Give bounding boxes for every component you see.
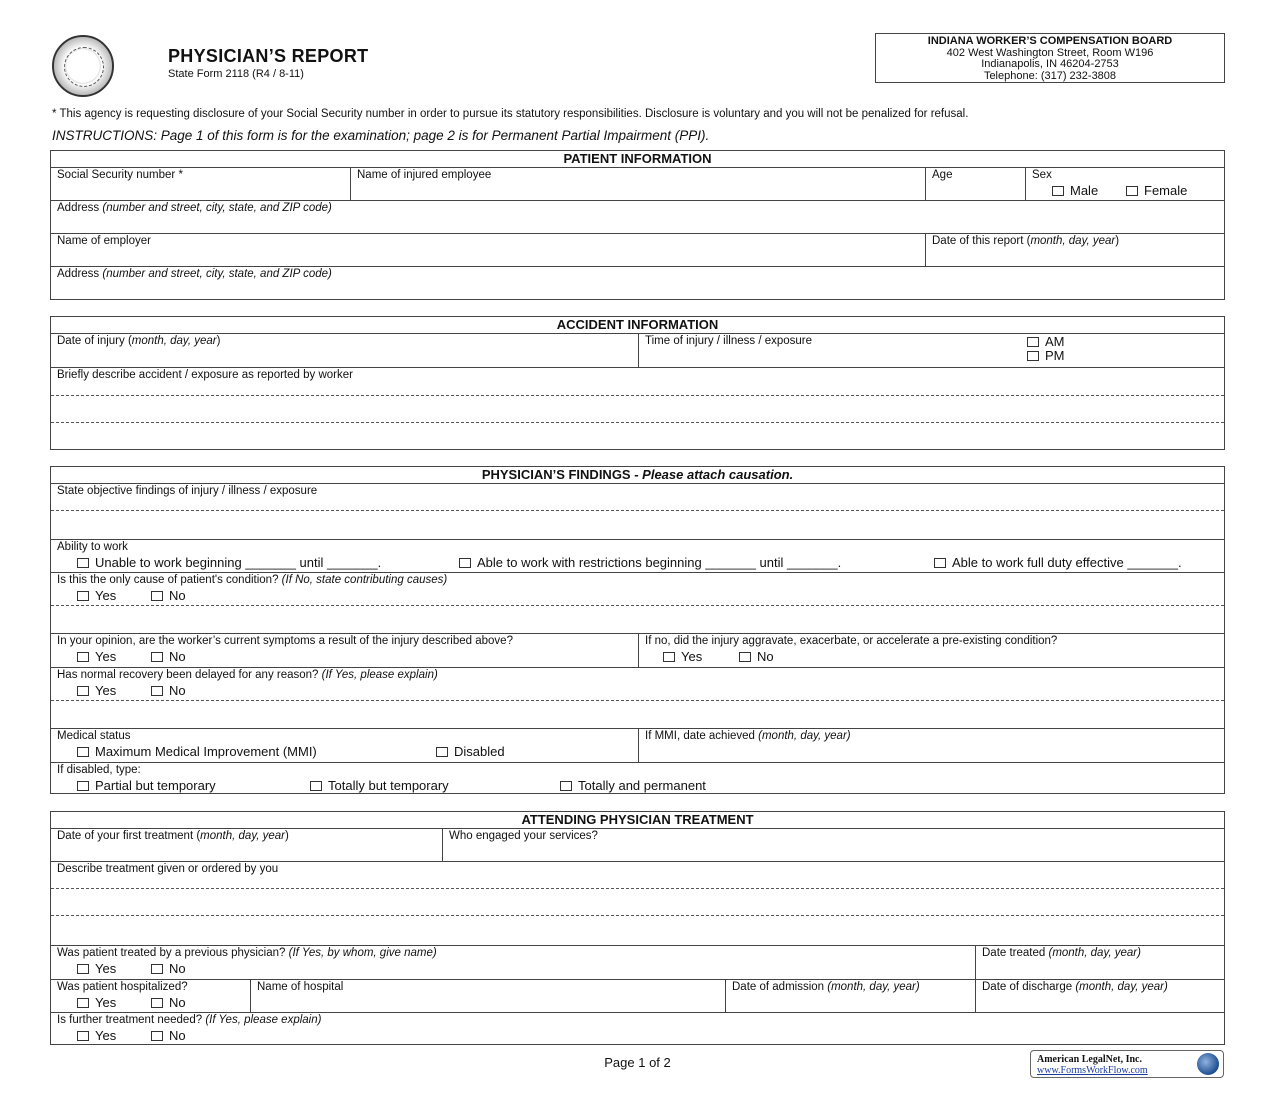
checkbox-icon[interactable] <box>1126 186 1138 196</box>
pm-option[interactable]: PM <box>1027 348 1065 363</box>
patient-address-field[interactable]: Address (number and street, city, state, and ZIP code) <box>57 202 332 214</box>
employer-address-field[interactable]: Address (number and street, city, state, and ZIP code) <box>57 268 332 280</box>
female-option[interactable]: Female <box>1126 183 1187 198</box>
no-option[interactable]: No <box>151 683 186 698</box>
yes-option[interactable]: Yes <box>77 588 116 603</box>
hospitalized-row <box>51 979 1224 1013</box>
american-legalnet-logo[interactable] <box>1030 1050 1224 1078</box>
aggravate-label: If no, did the injury aggravate, exacerbate, or accelerate a pre-existing condition? <box>645 635 1058 647</box>
am-option[interactable]: AM <box>1027 334 1065 349</box>
partial-temporary-option[interactable]: Partial but temporary <box>77 778 216 793</box>
previous-physician-row <box>51 945 1224 980</box>
checkbox-icon[interactable] <box>934 558 946 568</box>
checkbox-icon[interactable] <box>77 747 89 757</box>
agency-box <box>875 33 1225 83</box>
logo-url[interactable]: www.FormsWorkFlow.com <box>1037 1065 1148 1076</box>
mmi-option[interactable]: Maximum Medical Improvement (MMI) <box>77 744 317 759</box>
yes-option[interactable]: Yes <box>77 961 116 976</box>
globe-icon <box>1197 1053 1219 1075</box>
patient-information-section <box>50 150 1225 300</box>
page-number: Page 1 of 2 <box>604 1055 671 1070</box>
only-cause-row <box>51 572 1224 634</box>
checkbox-icon[interactable] <box>310 781 322 791</box>
patient-row-2 <box>51 200 1224 234</box>
accident-description[interactable] <box>51 367 1224 451</box>
patient-row-4 <box>51 266 1224 299</box>
further-treatment-row <box>51 1012 1224 1045</box>
yes-option[interactable]: Yes <box>77 649 116 664</box>
yes-option[interactable]: Yes <box>77 1028 116 1043</box>
checkbox-icon[interactable] <box>77 781 89 791</box>
objective-findings-label: State objective findings of injury / illness / exposure <box>57 485 318 497</box>
section-heading: ACCIDENT INFORMATION <box>51 317 1224 334</box>
agency-phone: Telephone: (317) 232-3808 <box>983 69 1117 82</box>
checkbox-icon[interactable] <box>151 964 163 974</box>
engaged-services-field[interactable]: Who engaged your services? <box>449 830 598 842</box>
yes-option[interactable]: Yes <box>77 995 116 1010</box>
checkbox-icon[interactable] <box>77 558 89 568</box>
write-line <box>51 605 1224 606</box>
ssn-field[interactable]: Social Security number * <box>57 169 183 181</box>
attending-physician-treatment-section <box>50 811 1225 1045</box>
no-option[interactable]: No <box>151 1028 186 1043</box>
checkbox-icon[interactable] <box>77 686 89 696</box>
opinion-label: In your opinion, are the worker’s current symptoms a result of the injury described above? <box>57 635 513 647</box>
patient-row-1 <box>51 167 1224 201</box>
form-title: PHYSICIAN’S REPORT <box>168 46 369 66</box>
write-line <box>51 888 1224 889</box>
previous-physician-label: Was patient treated by a previous physician? (If Yes, by whom, give name) <box>57 947 437 959</box>
disabled-type-row <box>51 762 1224 795</box>
employer-name-field[interactable]: Name of employer <box>57 235 151 247</box>
treatment-row-1 <box>51 828 1224 862</box>
no-option[interactable]: No <box>151 961 186 976</box>
checkbox-icon[interactable] <box>77 964 89 974</box>
section-heading: PATIENT INFORMATION <box>51 151 1224 168</box>
checkbox-icon[interactable] <box>459 558 471 568</box>
write-line <box>51 422 1224 423</box>
objective-findings[interactable] <box>51 483 1224 540</box>
agency-address2: Indianapolis, IN 46204-2753 <box>981 58 1119 70</box>
state-seal-icon <box>52 35 114 97</box>
write-line <box>51 510 1224 511</box>
form-number: State Form 2118 (R4 / 8-11) <box>168 68 304 80</box>
injury-time-field[interactable]: Time of injury / illness / exposure <box>645 335 813 347</box>
section-heading: ATTENDING PHYSICIAN TREATMENT <box>51 812 1224 829</box>
injury-date-field[interactable]: Date of injury (month, day, year) <box>57 335 221 347</box>
accident-description-label: Briefly describe accident / exposure as reported by worker <box>57 369 353 381</box>
delayed-label: Has normal recovery been delayed for any reason? (If Yes, please explain) <box>57 669 438 681</box>
medical-status-label: Medical status <box>57 730 131 742</box>
checkbox-icon[interactable] <box>1052 186 1064 196</box>
treatment-description[interactable] <box>51 861 1224 946</box>
no-option[interactable]: No <box>151 649 186 664</box>
ability-label: Ability to work <box>57 541 128 553</box>
only-cause-label: Is this the only cause of patient's condition? (If No, state contributing causes) <box>57 574 448 586</box>
yes-option[interactable]: Yes <box>663 649 702 664</box>
admission-date-field[interactable]: Date of admission (month, day, year) <box>732 981 920 993</box>
checkbox-icon[interactable] <box>77 591 89 601</box>
date-treated-field[interactable]: Date treated (month, day, year) <box>982 947 1141 959</box>
male-option[interactable]: Male <box>1052 183 1098 198</box>
ssn-notice: * This agency is requesting disclosure of your Social Security number in order to pursue its statutory responsibilities. Disclosure is voluntary and you will not be penalized for refusal. <box>52 108 969 120</box>
checkbox-icon[interactable] <box>77 652 89 662</box>
no-option[interactable]: No <box>739 649 774 664</box>
accident-information-section <box>50 316 1225 450</box>
disabled-option[interactable]: Disabled <box>436 744 505 759</box>
treatment-description-label: Describe treatment given or ordered by you <box>57 863 279 875</box>
restrictions-option[interactable]: Able to work with restrictions beginning _______ until _______. <box>459 555 841 570</box>
checkbox-icon[interactable] <box>151 998 163 1008</box>
full-duty-option[interactable]: Able to work full duty effective _______. <box>934 555 1182 570</box>
logo-name: American LegalNet, Inc. <box>1037 1054 1142 1065</box>
age-field[interactable]: Age <box>932 169 953 181</box>
totally-temporary-option[interactable]: Totally but temporary <box>310 778 449 793</box>
mmi-date-field[interactable]: If MMI, date achieved (month, day, year) <box>645 730 851 742</box>
further-treatment-label: Is further treatment needed? (If Yes, please explain) <box>57 1014 322 1026</box>
no-option[interactable]: No <box>151 588 186 603</box>
discharge-date-field[interactable]: Date of discharge (month, day, year) <box>982 981 1168 993</box>
opinion-row <box>51 633 1224 668</box>
write-line <box>51 700 1224 701</box>
patient-row-3 <box>51 233 1224 267</box>
delayed-row <box>51 667 1224 729</box>
checkbox-icon[interactable] <box>560 781 572 791</box>
instructions: INSTRUCTIONS: Page 1 of this form is for the examination; page 2 is for Permanent Partial Impairment (PPI). <box>52 128 710 143</box>
checkbox-icon[interactable] <box>77 1031 89 1041</box>
section-heading: PHYSICIAN’S FINDINGS - Please attach causation. <box>51 467 1224 484</box>
employee-name-field[interactable]: Name of injured employee <box>357 169 492 181</box>
hospital-name-field[interactable]: Name of hospital <box>257 981 344 993</box>
physician-findings-section <box>50 466 1225 794</box>
checkbox-icon[interactable] <box>1027 351 1039 361</box>
totally-permanent-option[interactable]: Totally and permanent <box>560 778 706 793</box>
sex-label: Sex <box>1032 169 1052 181</box>
checkbox-icon[interactable] <box>151 686 163 696</box>
yes-option[interactable]: Yes <box>77 683 116 698</box>
checkbox-icon[interactable] <box>436 747 448 757</box>
checkbox-icon[interactable] <box>77 998 89 1008</box>
disabled-type-label: If disabled, type: <box>57 764 141 776</box>
report-date-field[interactable]: Date of this report (month, day, year) <box>932 235 1120 247</box>
checkbox-icon[interactable] <box>739 652 751 662</box>
no-option[interactable]: No <box>151 995 186 1010</box>
agency-name: INDIANA WORKER’S COMPENSATION BOARD <box>927 35 1173 47</box>
accident-row-1 <box>51 333 1224 368</box>
write-line <box>51 395 1224 396</box>
checkbox-icon[interactable] <box>151 1031 163 1041</box>
hospitalized-label: Was patient hospitalized? <box>57 981 188 993</box>
medical-status-row <box>51 728 1224 763</box>
checkbox-icon[interactable] <box>663 652 675 662</box>
checkbox-icon[interactable] <box>151 652 163 662</box>
checkbox-icon[interactable] <box>1027 337 1039 347</box>
unable-option[interactable]: Unable to work beginning _______ until _______. <box>77 555 381 570</box>
checkbox-icon[interactable] <box>151 591 163 601</box>
ability-row <box>51 539 1224 573</box>
agency-address1: 402 West Washington Street, Room W196 <box>946 46 1154 59</box>
first-treatment-date-field[interactable]: Date of your first treatment (month, day, year) <box>57 830 289 842</box>
write-line <box>51 915 1224 916</box>
